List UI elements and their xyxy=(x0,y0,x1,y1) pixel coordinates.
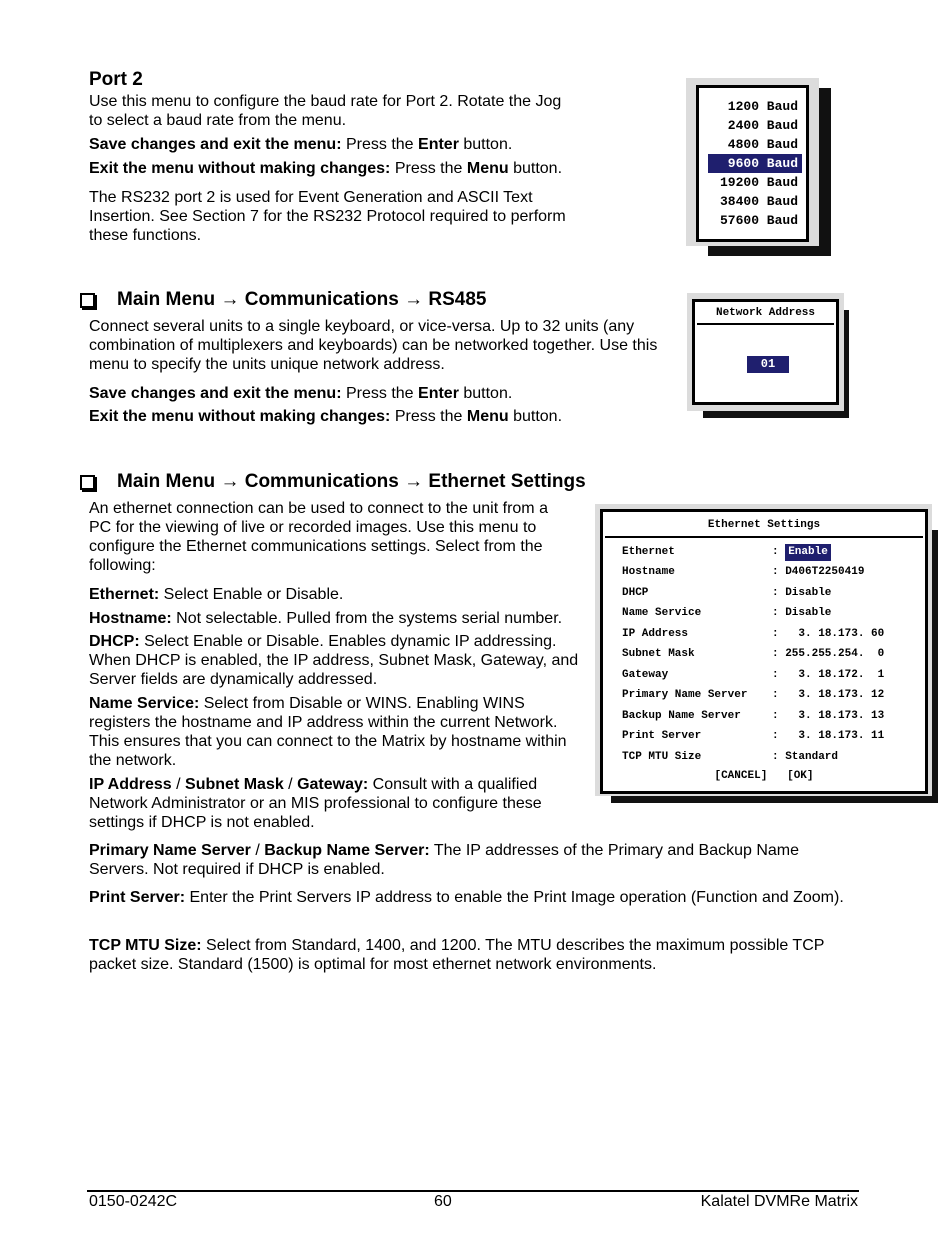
port2-rs232-note: The RS232 port 2 is used for Event Generation and ASCII Text Insertion. See Section 7 for the RS232 Protocol required to perform these functions. xyxy=(89,189,566,244)
network-address-value[interactable]: 01 xyxy=(747,356,789,373)
setting-value[interactable]: D406T2250419 xyxy=(785,566,865,578)
ethernet-setting-row[interactable] xyxy=(622,749,838,766)
rs485-save-instruction: Save changes and exit the menu: Press the Enter button. xyxy=(89,385,513,402)
setting-value[interactable]: Disable xyxy=(785,607,832,619)
divider xyxy=(605,536,923,538)
port2-title: Port 2 xyxy=(89,69,143,90)
footer-doc-number: 0150-0242C xyxy=(89,1193,178,1210)
setting-label: IP Address xyxy=(622,628,689,640)
setting-separator: : xyxy=(772,730,792,742)
setting-separator: : xyxy=(772,546,786,558)
port2-exit-instruction: Exit the menu without making changes: Press the Menu button. xyxy=(89,160,563,177)
setting-separator: : xyxy=(772,628,792,640)
ok-button[interactable]: [OK] xyxy=(787,770,814,782)
setting-separator: : xyxy=(772,669,792,681)
setting-separator: : xyxy=(772,587,786,599)
ethernet-heading: Main Menu → Communications → Ethernet Settings xyxy=(78,471,586,493)
ethernet-menu-buttons xyxy=(603,770,925,782)
setting-value[interactable]: 3. 18.172. 1 xyxy=(791,669,885,681)
ethernet-description: An ethernet connection can be used to connect to the unit from a PC for the viewing of live or recorded images. Use this menu to configure the Ethernet communications settings. Select from the following: xyxy=(89,500,548,574)
setting-separator: : xyxy=(772,689,792,701)
setting-value[interactable]: 3. 18.173. 12 xyxy=(791,689,885,701)
ethernet-settings-title: Ethernet Settings xyxy=(707,519,821,531)
footer-rule xyxy=(87,1190,859,1192)
ethernet-setting-row[interactable] xyxy=(622,626,884,643)
footer-product-name: Kalatel DVMRe Matrix xyxy=(700,1193,858,1210)
setting-label: Subnet Mask xyxy=(622,648,695,660)
baud-option[interactable]: 4800 Baud xyxy=(719,137,798,152)
ethernet-item-ip-address: IP Address / Subnet Mask / Gateway: Consult with a qualified Network Administrator or an MIS professional to configure these settings if DHCP is not enabled. xyxy=(89,776,542,831)
ethernet-setting-row[interactable] xyxy=(622,667,884,684)
setting-label: Gateway xyxy=(622,669,669,681)
ethernet-setting-row[interactable] xyxy=(622,728,884,745)
setting-label: Name Service xyxy=(622,607,702,619)
setting-separator: : xyxy=(772,566,786,578)
setting-value[interactable]: 255.255.254. 0 xyxy=(785,648,885,660)
setting-label: Ethernet xyxy=(622,546,675,558)
ethernet-item-name-servers: Primary Name Server / Backup Name Server: The IP addresses of the Primary and Backup Name Servers. Not required if DHCP is enabled. xyxy=(89,842,800,878)
network-address-title: Network Address xyxy=(715,307,816,319)
setting-separator: : xyxy=(772,648,786,660)
ethernet-item-dhcp: DHCP: Select Enable or Disable. Enables dynamic IP addressing. When DHCP is enabled, the IP address, Subnet Mask, Gateway, and Server fields are dynamically addressed. xyxy=(89,633,579,688)
setting-value[interactable]: 3. 18.173. 13 xyxy=(791,710,885,722)
ethernet-setting-row[interactable] xyxy=(622,585,831,602)
ethernet-settings-panel xyxy=(600,509,928,794)
setting-label: Backup Name Server xyxy=(622,710,741,722)
setting-value[interactable]: Disable xyxy=(785,587,832,599)
setting-label: TCP MTU Size xyxy=(622,751,702,763)
checkbox-bullet-icon xyxy=(80,293,95,308)
ethernet-setting-row[interactable] xyxy=(622,544,831,561)
setting-value[interactable]: 3. 18.173. 11 xyxy=(791,730,885,742)
baud-option[interactable]: 38400 Baud xyxy=(719,194,798,209)
setting-separator: : xyxy=(772,607,786,619)
rs485-exit-instruction: Exit the menu without making changes: Press the Menu button. xyxy=(89,408,563,425)
ethernet-item-hostname: Hostname: Not selectable. Pulled from the systems serial number. xyxy=(89,610,563,627)
checkbox-bullet-icon xyxy=(80,475,95,490)
setting-value[interactable]: Standard xyxy=(785,751,839,763)
ethernet-item-tcp-mtu: TCP MTU Size: Select from Standard, 1400, and 1200. The MTU describes the maximum possible TCP packet size. Standard (1500) is optimal for most ethernet network environments. xyxy=(89,937,825,973)
setting-separator: : xyxy=(772,710,792,722)
baud-option[interactable]: 2400 Baud xyxy=(719,118,798,133)
baud-option[interactable]: 19200 Baud xyxy=(719,175,798,190)
setting-separator: : xyxy=(772,751,786,763)
setting-value[interactable]: Enable xyxy=(785,544,831,561)
ethernet-setting-row[interactable] xyxy=(622,687,884,704)
ethernet-setting-row[interactable] xyxy=(622,646,884,663)
divider xyxy=(697,323,834,325)
setting-label: Primary Name Server xyxy=(622,689,748,701)
cancel-button[interactable]: [CANCEL] xyxy=(714,770,768,782)
setting-label: Print Server xyxy=(622,730,702,742)
baud-option[interactable]: 1200 Baud xyxy=(719,99,798,114)
rs485-heading: Main Menu → Communications → RS485 xyxy=(78,289,487,311)
port2-description: Use this menu to configure the baud rate for Port 2. Rotate the Jog to select a baud rate from the menu. xyxy=(89,93,562,129)
setting-value[interactable]: 3. 18.173. 60 xyxy=(791,628,885,640)
footer-page-number: 60 xyxy=(434,1193,452,1210)
network-address-panel xyxy=(692,299,839,405)
ethernet-setting-row[interactable] xyxy=(622,605,831,622)
baud-menu-list xyxy=(696,85,809,242)
ethernet-item-ethernet: Ethernet: Select Enable or Disable. xyxy=(89,586,344,603)
setting-label: Hostname xyxy=(622,566,675,578)
rs485-description: Connect several units to a single keyboard, or vice-versa. Up to 32 units (any combination of multiplexers and keyboards) can be networked together. Use this menu to specify the units unique network address. xyxy=(89,318,658,373)
baud-option[interactable]: 9600 Baud xyxy=(708,154,802,173)
ethernet-setting-row[interactable] xyxy=(622,708,884,725)
baud-option[interactable]: 57600 Baud xyxy=(719,213,798,228)
ethernet-item-name-service: Name Service: Select from Disable or WINS. Enabling WINS registers the hostname and IP address within the current Network. This ensures that you can connect to the Matrix by hostname within the network. xyxy=(89,695,567,769)
ethernet-item-print-server: Print Server: Enter the Print Servers IP address to enable the Print Image operation (Function and Zoom). xyxy=(89,889,844,906)
setting-label: DHCP xyxy=(622,587,649,599)
port2-save-instruction: Save changes and exit the menu: Press the Enter button. xyxy=(89,136,513,153)
ethernet-setting-row[interactable] xyxy=(622,564,864,581)
